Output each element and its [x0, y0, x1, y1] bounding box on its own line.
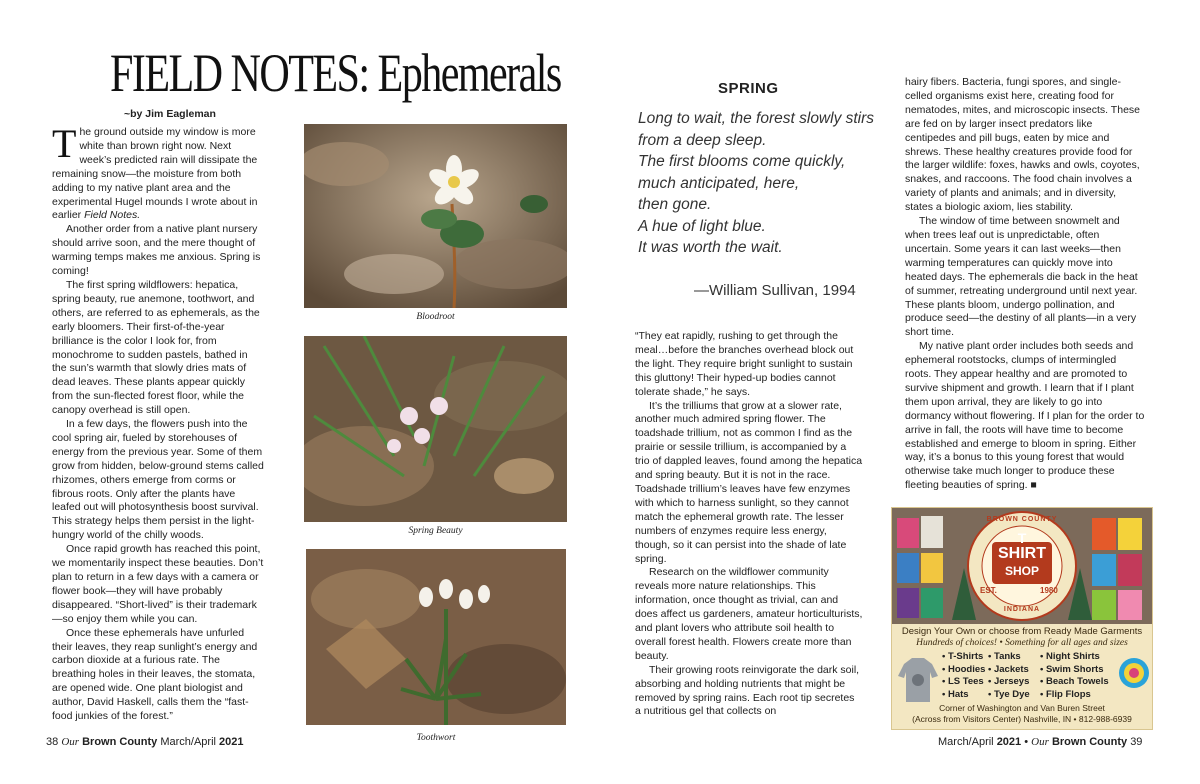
ad-badge-t: T — [1017, 530, 1027, 546]
paragraph: The ground outside my window is more white than brown right now. Next week’s predicted rain will dissipate the remaining snow—the moisture from both adding to my native plant area and the experimental Hugel mounds I wrote about in earlier Field Notes. — [52, 121, 258, 222]
bloodroot-photo — [304, 124, 567, 308]
poem-line: from a deep sleep. — [638, 131, 767, 149]
ad-year: 1980 — [1040, 586, 1058, 595]
paragraph: Research on the wildflower community reveals more nature relationships. This information, once thought as trivial, can and does affect us gardeners, amateur horticulturists, and plant lovers who attribute soil health to overall forest health. Flowers create more than beauty. — [635, 566, 863, 662]
ad-product-list-1: • T-Shirts • Hoodies • LS Tees • Hats — [942, 651, 986, 700]
paragraph: My native plant order includes both seeds and ephemeral rootstocks, clumps of intermingled roots. They appear healthy and are promoted to survive shipment and growth. I learn that if I plant them upon arrival, they are likely to go into dormancy without flowering. If I plan for the order to arrive in fall, the roots will have time to become established and emerge to bloom in spring. Either way, it’s a bonus to this young forest that would otherwise take much longer to produce these fleeting beauties of spring. ■ — [905, 340, 1145, 492]
poem — [638, 108, 898, 259]
ad-arc-bottom: INDIANA — [1003, 606, 1041, 613]
paragraph: In a few days, the flowers push into the cool spring air, fueled by storehouses of energy from the previous year. Some of them grow from hidden, below-ground stems called rhizomes, others emerge from corms or fibrous roots. Only after the plants have leafed out will photosynthesis boost survival. This strategy helps them persist in the light-hungry world of the chilly woods. — [52, 418, 264, 542]
ad-product-list-3: • Night Shirts • Swim Shorts • Beach Towels • Flip Flops — [1040, 651, 1109, 700]
paragraph: Once rapid growth has reached this point, we momentarily inspect these beauties. Don’t plan to return in a few days with a camera or flower book—they will have probably disappeared. “Short-lived” is their trademark—so enjoy them while you can. — [52, 543, 264, 625]
paragraph: Their growing roots reinvigorate the dark soil, absorbing and holding nutrients that might be removed by spring rains. Each root tip secretes a nutritious gel that collects on — [635, 663, 860, 718]
paragraph: The first spring wildflowers: hepatica, spring beauty, rue anemone, toothwort, and others, are referred to as ephemerals, as the early bloomers. Their first-of-the-year brilliance is the color I look for, from monochrome to sudden pastels, bathed in the sun’s warmth that slowly dries mats of dead leaves. These plants appear quickly from the sun-flected forest floor, while the canopy overhead is still open. — [52, 278, 260, 417]
ad-address-1: Corner of Washington and Van Buren Street — [939, 703, 1105, 713]
article-title: FIELD NOTES: Ephemerals — [110, 43, 561, 103]
paragraph: The window of time between snowmelt and when trees leaf out is unpredictable, often uncertain. Some years it can last weeks—then warming temperatures can quickly move into heated days. The ephemerals die back in the heat of summer, retreating underground until next year. These plants bloom, undergo pollination, and produce seed—the destiny of all plants—in a very short time. — [905, 215, 1138, 339]
ad-product-list-2: • Tanks • Jackets • Jerseys • Tye Dye — [988, 651, 1030, 700]
poem-heading: SPRING — [718, 80, 779, 97]
poem-attribution: —William Sullivan, 1994 — [694, 282, 856, 299]
ad-badge-shop: SHOP — [1004, 564, 1039, 578]
photo-caption: Bloodroot — [416, 312, 455, 322]
poem-line: It was worth the wait. — [638, 239, 783, 256]
paragraph: Once these ephemerals have unfurled their leaves, they reap sunlight’s energy and carbon dioxide at a furious rate. The breathing holes in their leaves, the stomata, are opened wide. One plant biologist and author, David Haskell, calls them the “fast-food junkies of the forest.” — [52, 626, 258, 723]
tshirt-shop-ad[interactable] — [891, 507, 1153, 730]
byline: ~by Jim Eagleman — [124, 108, 216, 120]
tie-dye-graphic — [1118, 650, 1150, 696]
ad-headline: Design Your Own or choose from Ready Made Garments — [901, 626, 1143, 637]
ad-arc-top: BROWN COUNTY — [986, 516, 1058, 523]
drop-cap: T — [52, 121, 77, 166]
paragraph: “They eat rapidly, rushing to get through the meal…before the branches overhead block out the light. They require bright sunlight to sustain this gluttony! Their hyped-up bodies cannot tolerate shade,” he says. — [635, 330, 854, 398]
poem-line: Long to wait, the forest slowly stirs — [638, 110, 875, 127]
ad-tagline: Hundreds of choices! • Something for all ages and sizes — [916, 638, 1128, 648]
ad-est: EST. — [980, 586, 997, 595]
paragraph: It’s the trilliums that grow at a slower rate, another much admired spring flower. The toadshade trillium, not as common I find as the prairie or sessile trillium, is accompanied by a trio of dappled leaves, found among the hepatica and spring beauty. But it is not in the race. Toadshade trillium’s leaves have few enzymes with which to harness sunlight, so they cannot match the ephemeral growth rate. The lesser numbers of enzymes require less energy, though, so it can persist into the shade of late spring. — [635, 399, 863, 565]
toothwort-photo — [306, 549, 566, 725]
photo-caption: Toothwort — [416, 733, 456, 743]
article-column-1 — [52, 121, 264, 724]
ad-badge-shirt: SHIRT — [998, 545, 1046, 562]
spring-beauty-photo — [304, 336, 567, 522]
end-mark-icon: ■ — [1030, 479, 1037, 492]
article-column-3 — [635, 330, 863, 719]
poem-line: then gone. — [638, 196, 712, 213]
poem-line: The first blooms come quickly, — [638, 153, 846, 170]
paragraph: hairy fibers. Bacteria, fungi spores, and single-celled organisms exist here, creating food for nematodes, mites, and microscopic insects. These are fed on by larger insect predators like centipedes and pill bugs, eaten by mice and shrews. These healthy creatures provide food for the larger wildlife: foxes, hawks and owls, coyotes, snakes, and raccoons. The food chain involves a variety of plants and animals; and in diversity, states a biologic axiom, lies stability. — [905, 76, 1140, 214]
ad-address-2: (Across from Visitors Center) Nashville, IN • 812-988-6939 — [912, 714, 1132, 724]
paragraph: Another order from a native plant nursery should arrive soon, and the mere thought of warming temps makes me anxious. Spring is coming! — [52, 223, 261, 278]
hoodie-graphic — [896, 654, 940, 704]
folio-right: March/April 2021 • Our Brown County 39 — [938, 736, 1143, 748]
poem-line: much anticipated, here, — [638, 174, 800, 192]
field-notes-emphasis: Field Notes. — [84, 209, 141, 222]
photo-caption: Spring Beauty — [408, 526, 463, 536]
folio-left: 38 Our Brown County March/April 2021 — [46, 736, 244, 748]
poem-line: A hue of light blue. — [638, 217, 766, 235]
article-column-4 — [905, 76, 1145, 493]
